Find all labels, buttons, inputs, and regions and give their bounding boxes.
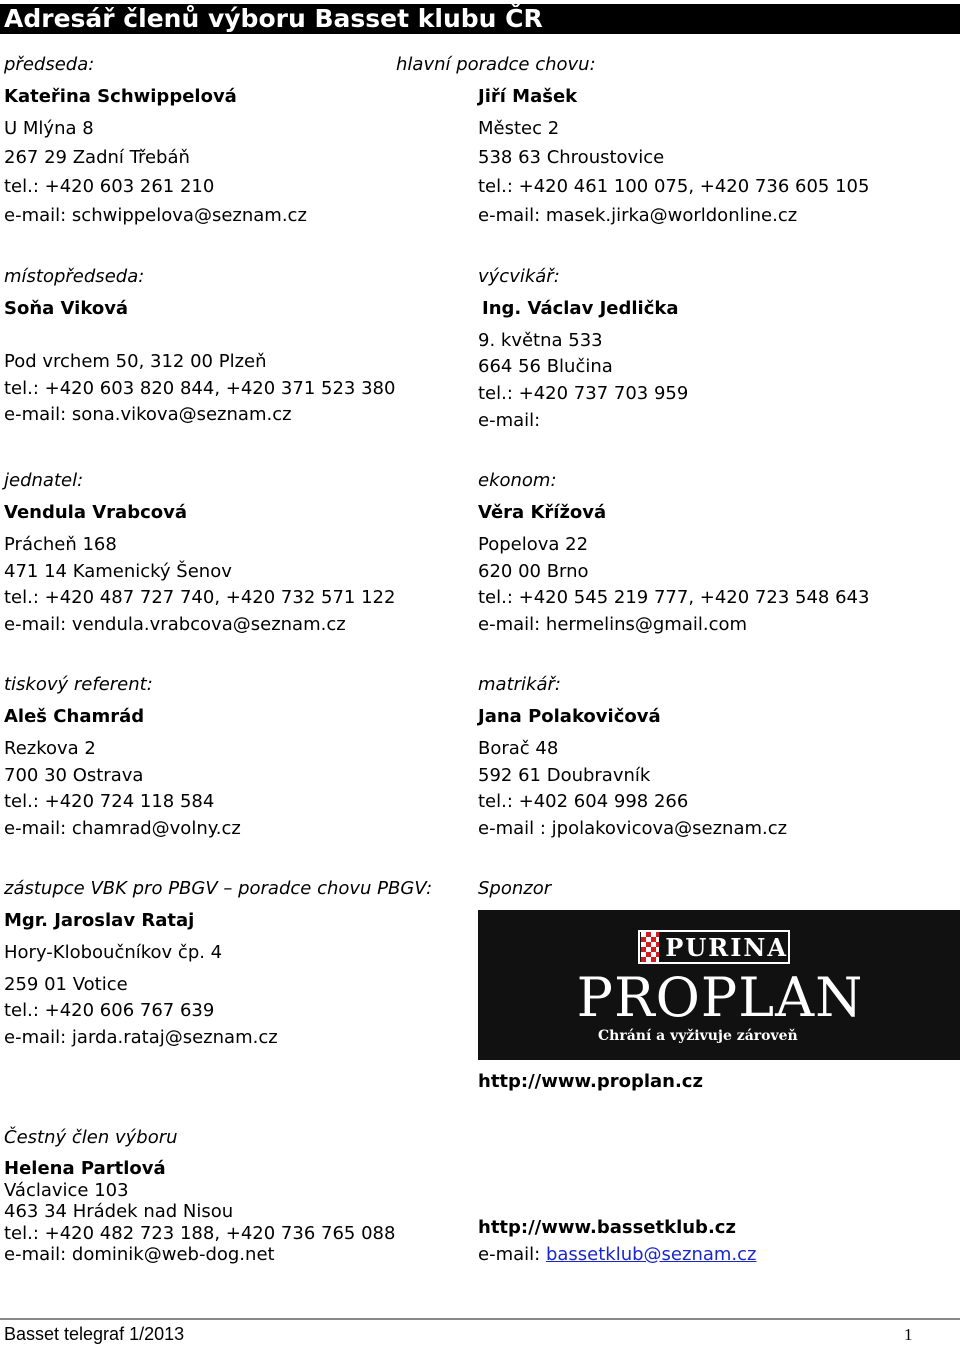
name-mistopredseda: Soňa Viková bbox=[4, 298, 129, 319]
purina-checkerboard-icon bbox=[641, 932, 659, 962]
addr-mistopredseda: Pod vrchem 50, 312 00 Plzeň bbox=[4, 351, 267, 372]
role-matrikar: matrikář: bbox=[478, 674, 561, 695]
tel-zastupce: tel.: +420 606 767 639 bbox=[4, 1000, 215, 1021]
email-predseda: e-mail: schwippelova@seznam.cz bbox=[4, 205, 307, 226]
email-matrikar: e-mail : jpolakovicova@seznam.cz bbox=[478, 818, 788, 839]
addr-poradce-2: 538 63 Chroustovice bbox=[478, 147, 665, 168]
purina-wordmark: PURINA bbox=[665, 932, 788, 962]
tel-tiskovy: tel.: +420 724 118 584 bbox=[4, 791, 215, 812]
addr-tiskovy-1: Rezkova 2 bbox=[4, 738, 96, 759]
tel-matrikar: tel.: +402 604 998 266 bbox=[478, 791, 689, 812]
footer-publication: Basset telegraf 1/2013 bbox=[4, 1324, 185, 1344]
addr-vycvikar-2: 664 56 Blučina bbox=[478, 356, 613, 377]
page-title: Adresář členů výboru Basset klubu ČR bbox=[0, 4, 960, 34]
addr-cestny-1: Václavice 103 bbox=[4, 1180, 129, 1201]
role-vycvikar: výcvikář: bbox=[478, 266, 560, 287]
addr-cestny-2: 463 34 Hrádek nad Nisou bbox=[4, 1201, 234, 1222]
name-poradce: Jiří Mašek bbox=[478, 86, 578, 107]
club-email-label: e-mail: bbox=[478, 1244, 541, 1265]
addr-predseda-2: 267 29 Zadní Třebáň bbox=[4, 147, 190, 168]
addr-jednatel-2: 471 14 Kamenický Šenov bbox=[4, 561, 232, 582]
email-poradce: e-mail: masek.jirka@worldonline.cz bbox=[478, 205, 798, 226]
role-zastupce: zástupce VBK pro PBGV – poradce chovu PBGV: bbox=[4, 878, 433, 899]
addr-ekonom-1: Popelova 22 bbox=[478, 534, 589, 555]
tel-cestny: tel.: +420 482 723 188, +420 736 765 088 bbox=[4, 1223, 396, 1244]
proplan-tagline: Chrání a vyživuje zároveň bbox=[598, 1028, 798, 1044]
addr-poradce-1: Městec 2 bbox=[478, 118, 560, 139]
addr-tiskovy-2: 700 30 Ostrava bbox=[4, 765, 144, 786]
role-poradce: hlavní poradce chovu: bbox=[396, 54, 596, 75]
email-ekonom: e-mail: hermelins@gmail.com bbox=[478, 614, 748, 635]
addr-jednatel-1: Prácheň 168 bbox=[4, 534, 117, 555]
addr-matrikar-2: 592 61 Doubravník bbox=[478, 765, 651, 786]
name-vycvikar: Ing. Václav Jedlička bbox=[482, 298, 679, 319]
name-matrikar: Jana Polakovičová bbox=[478, 706, 661, 727]
role-ekonom: ekonom: bbox=[478, 470, 557, 491]
addr-vycvikar-1: 9. května 533 bbox=[478, 330, 603, 351]
tel-vycvikar: tel.: +420 737 703 959 bbox=[478, 383, 689, 404]
role-cestny: Čestný člen výboru bbox=[4, 1127, 178, 1148]
addr-predseda-1: U Mlýna 8 bbox=[4, 118, 94, 139]
tel-jednatel: tel.: +420 487 727 740, +420 732 571 122 bbox=[4, 587, 396, 608]
name-ekonom: Věra Křížová bbox=[478, 502, 607, 523]
tel-predseda: tel.: +420 603 261 210 bbox=[4, 176, 215, 197]
email-jednatel: e-mail: vendula.vrabcova@seznam.cz bbox=[4, 614, 346, 635]
name-cestny: Helena Partlová bbox=[4, 1158, 166, 1179]
role-mistopredseda: místopředseda: bbox=[4, 266, 145, 287]
role-tiskovy: tiskový referent: bbox=[4, 674, 153, 695]
email-cestny: e-mail: dominik@web-dog.net bbox=[4, 1244, 275, 1265]
addr-matrikar-1: Borač 48 bbox=[478, 738, 559, 759]
addr-zastupce-1: Hory-Kloboučníkov čp. 4 bbox=[4, 942, 223, 963]
email-zastupce: e-mail: jarda.rataj@seznam.cz bbox=[4, 1027, 278, 1048]
purina-badge bbox=[638, 930, 790, 964]
club-email-link[interactable]: bassetklub@seznam.cz bbox=[545, 1244, 757, 1265]
email-tiskovy: e-mail: chamrad@volny.cz bbox=[4, 818, 241, 839]
name-predseda: Kateřina Schwippelová bbox=[4, 86, 237, 107]
club-url[interactable]: http://www.bassetklub.cz bbox=[478, 1217, 736, 1238]
name-zastupce: Mgr. Jaroslav Rataj bbox=[4, 910, 195, 931]
proplan-wordmark: PROPLAN bbox=[576, 966, 864, 1029]
name-tiskovy: Aleš Chamrád bbox=[4, 706, 145, 727]
tel-ekonom: tel.: +420 545 219 777, +420 723 548 643 bbox=[478, 587, 870, 608]
tel-poradce: tel.: +420 461 100 075, +420 736 605 105 bbox=[478, 176, 870, 197]
role-predseda: předseda: bbox=[4, 54, 95, 75]
email-vycvikar: e-mail: bbox=[478, 410, 541, 431]
addr-zastupce-2: 259 01 Votice bbox=[4, 974, 128, 995]
tel-mistopredseda: tel.: +420 603 820 844, +420 371 523 380 bbox=[4, 378, 396, 399]
club-email-line bbox=[478, 1244, 756, 1266]
role-jednatel: jednatel: bbox=[4, 470, 84, 491]
proplan-logo bbox=[478, 910, 960, 1060]
addr-ekonom-2: 620 00 Brno bbox=[478, 561, 589, 582]
role-sponsor: Sponzor bbox=[478, 878, 552, 899]
footer-page-number: 1 bbox=[904, 1325, 913, 1344]
name-jednatel: Vendula Vrabcová bbox=[4, 502, 188, 523]
email-mistopredseda: e-mail: sona.vikova@seznam.cz bbox=[4, 404, 292, 425]
sponsor-url[interactable]: http://www.proplan.cz bbox=[478, 1071, 703, 1092]
